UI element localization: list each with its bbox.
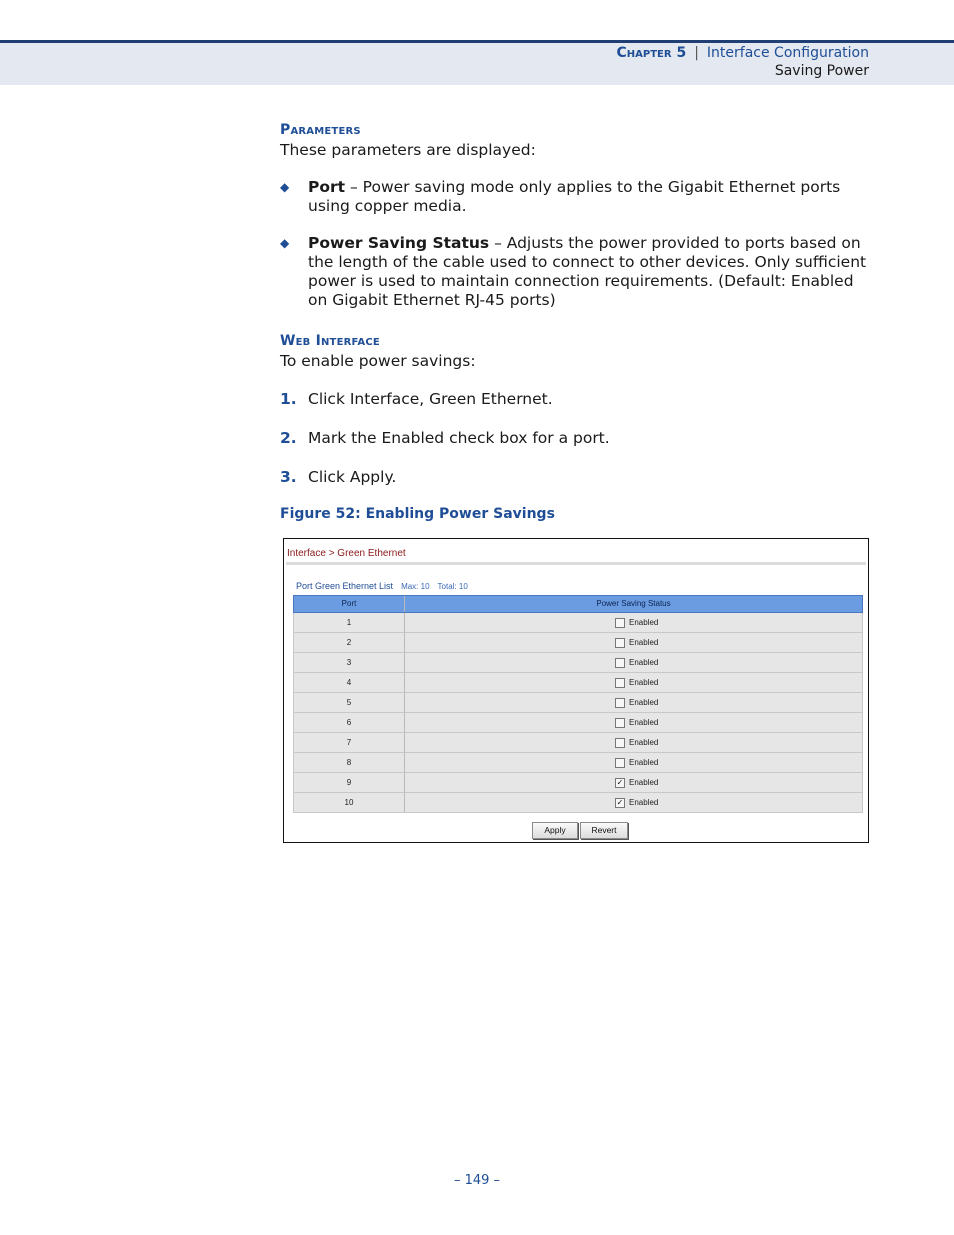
enabled-label: Enabled	[629, 738, 659, 747]
screenshot-figure	[283, 538, 869, 843]
enabled-checkbox[interactable]	[615, 638, 625, 648]
enabled-label: Enabled	[629, 638, 659, 647]
enabled-checkbox[interactable]	[615, 738, 625, 748]
running-header	[617, 45, 869, 61]
port-cell: 7	[294, 733, 405, 752]
bullet-description: – Power saving mode only applies to the Gigabit Ethernet ports using copper media.	[308, 178, 841, 215]
port-cell: 8	[294, 753, 405, 772]
enabled-label: Enabled	[629, 618, 659, 627]
page-number: – 149 –	[453, 1173, 501, 1188]
subsection-title: Saving Power	[774, 63, 869, 79]
diamond-bullet-icon: ◆	[280, 236, 290, 250]
enabled-checkbox[interactable]	[615, 678, 625, 688]
enabled-label: Enabled	[629, 758, 659, 767]
list-heading	[296, 581, 468, 591]
apply-button[interactable]: Apply	[532, 822, 578, 839]
diamond-bullet-icon: ◆	[280, 180, 290, 194]
table-row	[293, 693, 863, 713]
table-row	[293, 773, 863, 793]
list-title: Port Green Ethernet List	[296, 581, 394, 591]
enabled-label: Enabled	[629, 698, 659, 707]
step-text: Click Apply.	[308, 468, 397, 486]
column-header-port: Port	[294, 596, 405, 612]
step-number: 3.	[280, 468, 297, 486]
port-cell: 5	[294, 693, 405, 712]
enabled-label: Enabled	[629, 778, 659, 787]
status-cell	[405, 793, 862, 812]
total-count: Total: 10	[437, 582, 468, 591]
table-row	[293, 613, 863, 633]
port-cell: 6	[294, 713, 405, 732]
chapter-label: Chapter 5	[616, 45, 687, 61]
table-row	[293, 633, 863, 653]
table-row	[293, 713, 863, 733]
enabled-label: Enabled	[629, 718, 659, 727]
status-cell	[405, 713, 862, 732]
bullet-text	[308, 234, 870, 310]
port-cell: 9	[294, 773, 405, 792]
table-row	[293, 673, 863, 693]
enabled-checkbox[interactable]: ✓	[616, 798, 624, 807]
bullet-text	[308, 178, 870, 216]
enabled-checkbox[interactable]	[615, 618, 625, 628]
bullet-description: – Adjusts the power provided to ports based on the length of the cable used to connect to other devices. Only sufficient power is used to maintain connection requirements. (Default: Enabled on Gigabit Ethernet RJ-45 ports)	[308, 234, 867, 309]
green-ethernet-table	[293, 595, 863, 813]
parameters-heading: Parameters	[280, 122, 361, 138]
status-cell	[405, 693, 862, 712]
status-cell	[405, 753, 862, 772]
breadcrumb: Interface > Green Ethernet	[287, 548, 406, 559]
table-header	[293, 595, 863, 613]
enabled-label: Enabled	[629, 658, 659, 667]
table-body	[293, 613, 863, 813]
port-cell: 4	[294, 673, 405, 692]
step-number: 1.	[280, 390, 297, 408]
table-row	[293, 793, 863, 813]
status-cell	[405, 773, 862, 792]
bullet-term: Power Saving Status	[308, 234, 490, 252]
step-text: Mark the Enabled check box for a port.	[308, 429, 610, 447]
column-header-status: Power Saving Status	[596, 599, 671, 608]
parameters-intro: These parameters are displayed:	[280, 141, 536, 159]
enabled-checkbox[interactable]	[615, 718, 625, 728]
enabled-checkbox[interactable]	[615, 758, 625, 768]
max-count: Max: 10	[401, 582, 430, 591]
table-row	[293, 733, 863, 753]
status-cell	[405, 673, 862, 692]
web-interface-intro: To enable power savings:	[280, 352, 476, 370]
step-text: Click Interface, Green Ethernet.	[308, 390, 553, 408]
status-cell	[405, 733, 862, 752]
enabled-checkbox[interactable]	[615, 698, 625, 708]
enabled-checkbox[interactable]	[615, 658, 625, 668]
section-title: Interface Configuration	[706, 45, 869, 61]
port-cell: 1	[294, 613, 405, 632]
port-cell: 2	[294, 633, 405, 652]
title-divider	[286, 562, 866, 565]
status-cell	[405, 633, 862, 652]
web-interface-heading: Web Interface	[280, 333, 380, 349]
step-number: 2.	[280, 429, 297, 447]
table-row	[293, 653, 863, 673]
revert-button[interactable]: Revert	[580, 822, 628, 839]
port-cell: 3	[294, 653, 405, 672]
header-separator: |	[694, 45, 699, 61]
enabled-checkbox[interactable]: ✓	[616, 778, 624, 787]
enabled-label: Enabled	[629, 678, 659, 687]
port-cell: 10	[294, 793, 405, 812]
bullet-term: Port	[308, 178, 346, 196]
enabled-label: Enabled	[629, 798, 659, 807]
table-row	[293, 753, 863, 773]
status-cell	[405, 613, 862, 632]
status-cell	[405, 653, 862, 672]
figure-caption: Figure 52: Enabling Power Savings	[280, 506, 555, 522]
